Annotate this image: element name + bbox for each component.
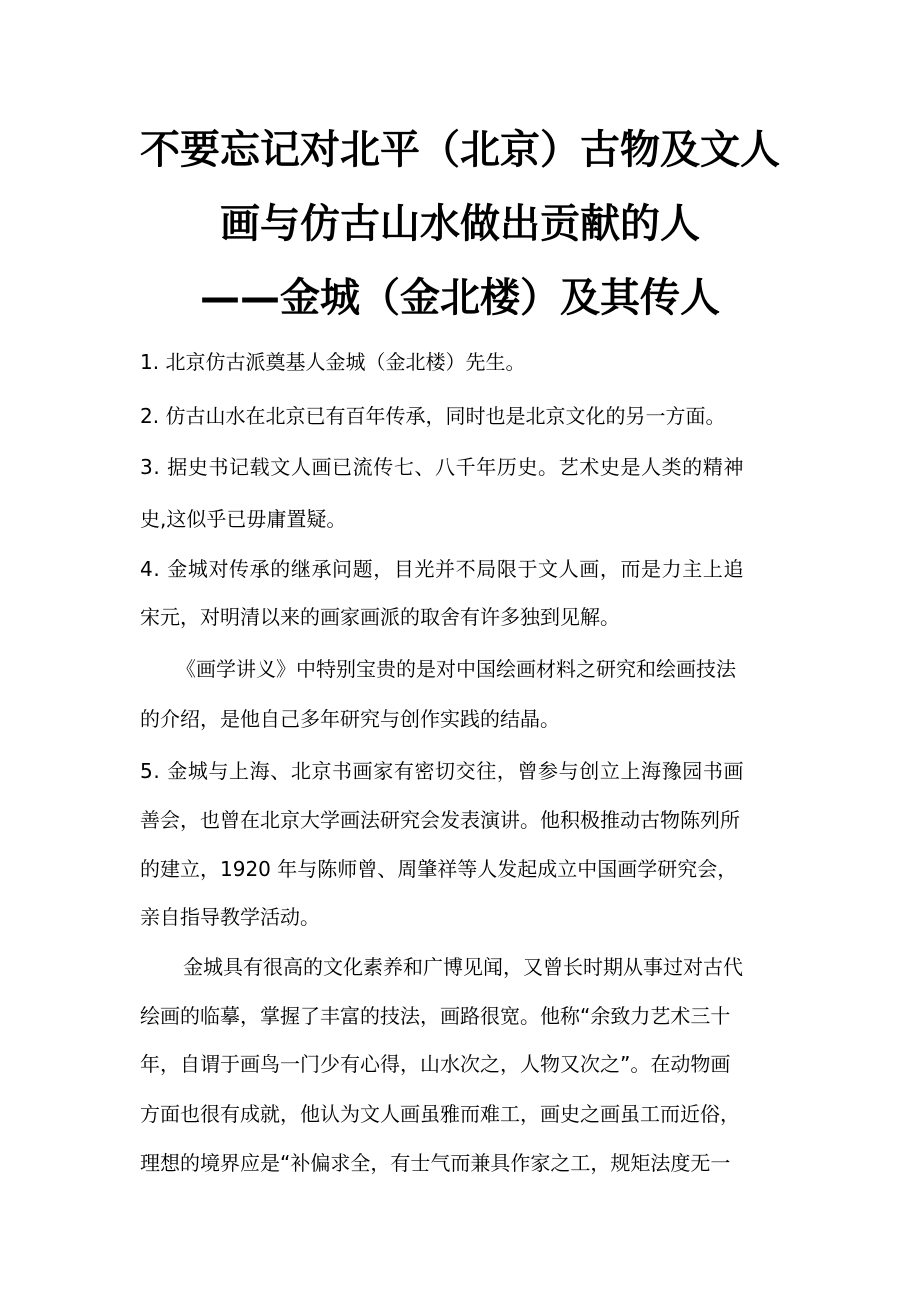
body-line-2: 2. 仿古山水在北京已有百年传承，同时也是北京文化的另一方面。 — [140, 404, 726, 428]
body-line-11: 的建立，1920 年与陈师曾、周肇祥等人发起成立中国画学研究会， — [140, 857, 738, 881]
document-title-line-1: 不要忘记对北平（北京）古物及文人 — [140, 127, 780, 173]
body-line-15: 年，自谓于画鸟一门少有心得，山水次之，人物又次之”。在动物画 — [140, 1052, 731, 1076]
body-line-9: 5. 金城与上海、北京书画家有密切交往，曾参与创立上海豫园书画 — [140, 759, 745, 783]
body-line-8: 的介绍，是他自己多年研究与创作实践的结晶。 — [140, 707, 560, 731]
body-line-3: 3. 据史书记载文人画已流传七、八千年历史。艺术史是人类的精神 — [140, 455, 745, 479]
document-title-line-2: 画与仿古山水做出贡献的人 — [220, 201, 700, 247]
body-line-12: 亲自指导教学活动。 — [140, 905, 320, 929]
body-line-10: 善会，也曾在北京大学画法研究会发表演讲。他积极推动古物陈列所 — [140, 808, 740, 832]
body-line-7: 《画学讲义》中特别宝贵的是对中国绘画材料之研究和绘画技法 — [176, 657, 736, 681]
body-line-1: 1. 北京仿古派奠基人金城（金北楼）先生。 — [140, 350, 526, 374]
body-line-4: 史,这似乎已毋庸置疑。 — [140, 507, 347, 531]
body-line-13: 金城具有很高的文化素养和广博见闻，又曾长时期从事过对古代 — [183, 955, 743, 979]
body-line-17: 理想的境界应是“补偏求全，有士气而兼具作家之工，规矩法度无一 — [140, 1151, 731, 1175]
body-line-14: 绘画的临摹，掌握了丰富的技法，画路很宽。他称“余致力艺术三十 — [140, 1004, 731, 1028]
body-line-16: 方面也很有成就，他认为文人画虽雅而难工，画史之画虽工而近俗， — [140, 1102, 740, 1126]
body-line-6: 宋元，对明清以来的画家画派的取舍有许多独到见解。 — [140, 605, 620, 629]
body-line-5: 4. 金城对传承的继承问题，目光并不局限于文人画，而是力主上追 — [140, 557, 745, 581]
document-subtitle: ——金城（金北楼）及其传人 — [200, 275, 720, 321]
